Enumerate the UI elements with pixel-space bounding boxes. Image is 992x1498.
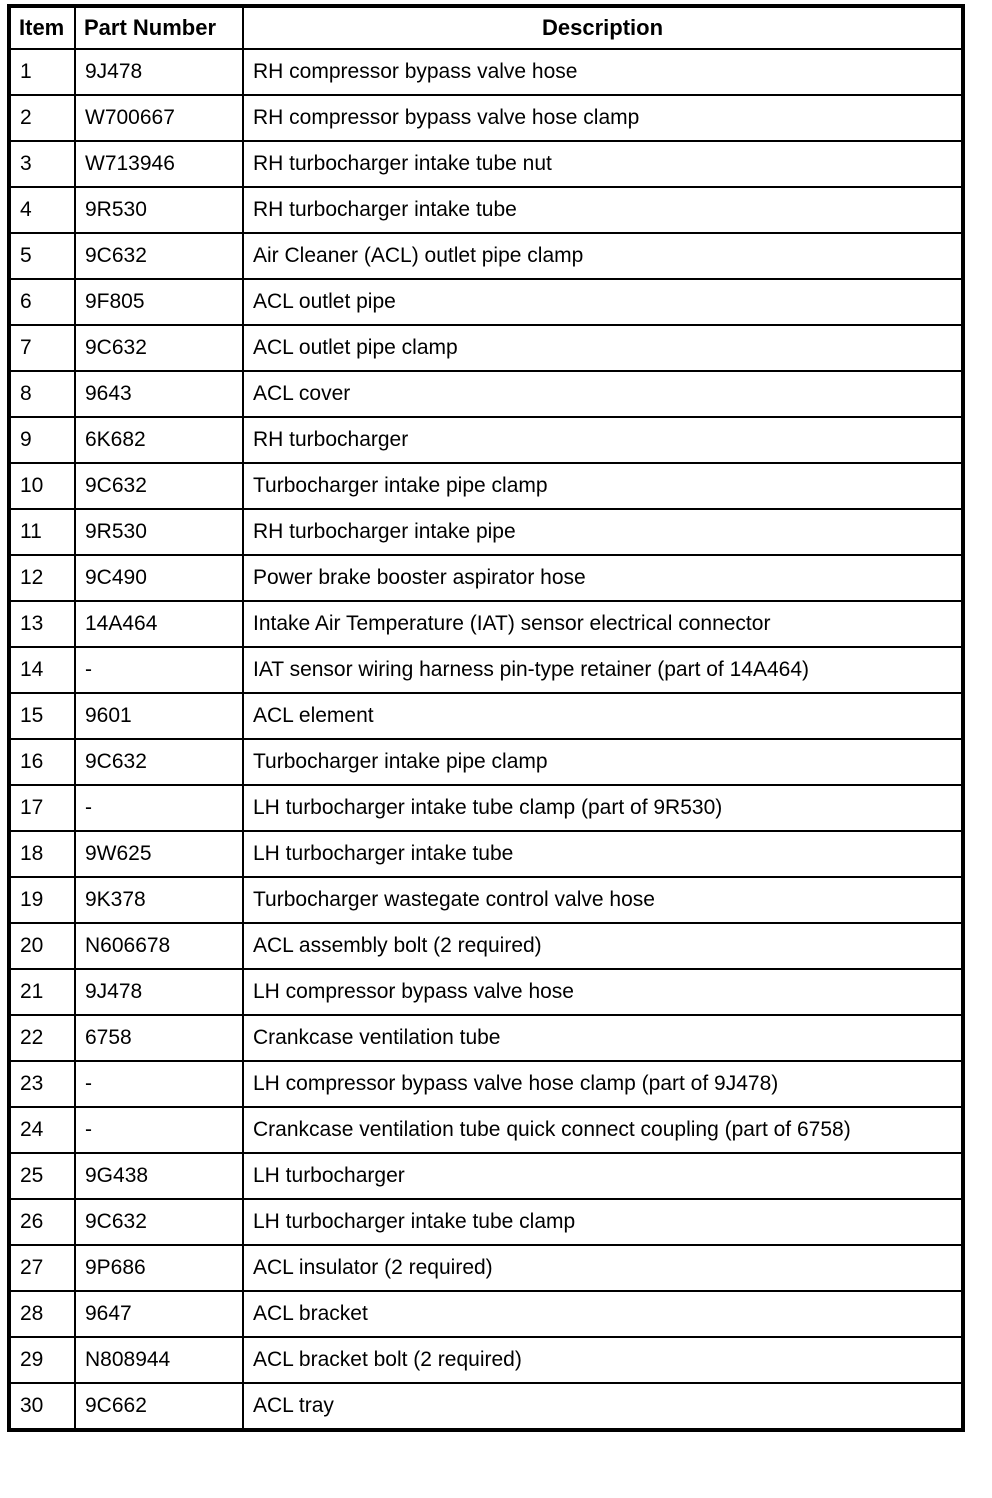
description-cell: RH turbocharger	[243, 417, 963, 463]
part-number-cell: 9R530	[75, 509, 243, 555]
description-cell: LH compressor bypass valve hose	[243, 969, 963, 1015]
description-cell: RH turbocharger intake pipe	[243, 509, 963, 555]
table-row	[9, 141, 963, 187]
table-row	[9, 279, 963, 325]
table-row	[9, 831, 963, 877]
table-row	[9, 693, 963, 739]
description-cell: ACL assembly bolt (2 required)	[243, 923, 963, 969]
part-number-cell: 9C662	[75, 1383, 243, 1430]
description-cell: LH turbocharger intake tube clamp	[243, 1199, 963, 1245]
item-cell: 30	[9, 1383, 75, 1430]
table-row	[9, 509, 963, 555]
table-row	[9, 1291, 963, 1337]
table-row	[9, 463, 963, 509]
table-row	[9, 1383, 963, 1430]
table-row	[9, 417, 963, 463]
part-number-cell: -	[75, 1061, 243, 1107]
table-row	[9, 49, 963, 95]
item-cell: 21	[9, 969, 75, 1015]
item-cell: 15	[9, 693, 75, 739]
parts-table-container	[7, 4, 965, 1432]
item-cell: 6	[9, 279, 75, 325]
item-cell: 19	[9, 877, 75, 923]
table-row	[9, 1153, 963, 1199]
item-cell: 1	[9, 49, 75, 95]
table-row	[9, 555, 963, 601]
description-cell: RH turbocharger intake tube nut	[243, 141, 963, 187]
part-number-cell: 9C632	[75, 325, 243, 371]
table-row	[9, 371, 963, 417]
table-row	[9, 601, 963, 647]
description-cell: Crankcase ventilation tube quick connect coupling (part of 6758)	[243, 1107, 963, 1153]
table-row	[9, 739, 963, 785]
part-number-cell: 9647	[75, 1291, 243, 1337]
item-cell: 16	[9, 739, 75, 785]
part-number-cell: W700667	[75, 95, 243, 141]
description-cell: LH turbocharger intake tube	[243, 831, 963, 877]
description-cell: Air Cleaner (ACL) outlet pipe clamp	[243, 233, 963, 279]
part-number-cell: 9C632	[75, 1199, 243, 1245]
table-row	[9, 325, 963, 371]
item-cell: 12	[9, 555, 75, 601]
part-number-cell: 9601	[75, 693, 243, 739]
table-row	[9, 95, 963, 141]
description-cell: Turbocharger intake pipe clamp	[243, 739, 963, 785]
part-number-cell: 9J478	[75, 49, 243, 95]
table-row	[9, 969, 963, 1015]
item-cell: 24	[9, 1107, 75, 1153]
description-cell: ACL cover	[243, 371, 963, 417]
table-row	[9, 877, 963, 923]
description-cell: LH compressor bypass valve hose clamp (part of 9J478)	[243, 1061, 963, 1107]
item-cell: 10	[9, 463, 75, 509]
description-cell: ACL outlet pipe	[243, 279, 963, 325]
part-number-cell: 9P686	[75, 1245, 243, 1291]
item-cell: 22	[9, 1015, 75, 1061]
column-header-item: Item	[9, 6, 75, 49]
description-cell: Intake Air Temperature (IAT) sensor electrical connector	[243, 601, 963, 647]
description-cell: ACL bracket	[243, 1291, 963, 1337]
item-cell: 20	[9, 923, 75, 969]
item-cell: 8	[9, 371, 75, 417]
part-number-cell: 9C632	[75, 463, 243, 509]
description-cell: ACL insulator (2 required)	[243, 1245, 963, 1291]
part-number-cell: 9C632	[75, 233, 243, 279]
description-cell: LH turbocharger intake tube clamp (part of 9R530)	[243, 785, 963, 831]
part-number-cell: W713946	[75, 141, 243, 187]
item-cell: 17	[9, 785, 75, 831]
item-cell: 5	[9, 233, 75, 279]
description-cell: IAT sensor wiring harness pin-type retainer (part of 14A464)	[243, 647, 963, 693]
part-number-cell: 9J478	[75, 969, 243, 1015]
part-number-cell: 6758	[75, 1015, 243, 1061]
table-row	[9, 1337, 963, 1383]
part-number-cell: 9C490	[75, 555, 243, 601]
part-number-cell: -	[75, 785, 243, 831]
item-cell: 14	[9, 647, 75, 693]
description-cell: Turbocharger wastegate control valve hose	[243, 877, 963, 923]
parts-table	[7, 4, 965, 1432]
column-header-description: Description	[243, 6, 963, 49]
table-row	[9, 923, 963, 969]
item-cell: 4	[9, 187, 75, 233]
description-cell: ACL element	[243, 693, 963, 739]
description-cell: RH compressor bypass valve hose	[243, 49, 963, 95]
item-cell: 28	[9, 1291, 75, 1337]
description-cell: RH turbocharger intake tube	[243, 187, 963, 233]
column-header-part-number: Part Number	[75, 6, 243, 49]
table-row	[9, 1107, 963, 1153]
part-number-cell: 14A464	[75, 601, 243, 647]
table-row	[9, 1245, 963, 1291]
description-cell: ACL bracket bolt (2 required)	[243, 1337, 963, 1383]
table-row	[9, 1015, 963, 1061]
part-number-cell: 9G438	[75, 1153, 243, 1199]
part-number-cell: 9C632	[75, 739, 243, 785]
table-row	[9, 1199, 963, 1245]
item-cell: 29	[9, 1337, 75, 1383]
table-row	[9, 647, 963, 693]
part-number-cell: N606678	[75, 923, 243, 969]
description-cell: RH compressor bypass valve hose clamp	[243, 95, 963, 141]
description-cell: Turbocharger intake pipe clamp	[243, 463, 963, 509]
header-row	[9, 6, 963, 49]
description-cell: Crankcase ventilation tube	[243, 1015, 963, 1061]
item-cell: 9	[9, 417, 75, 463]
item-cell: 11	[9, 509, 75, 555]
part-number-cell: 9F805	[75, 279, 243, 325]
table-row	[9, 233, 963, 279]
part-number-cell: N808944	[75, 1337, 243, 1383]
item-cell: 7	[9, 325, 75, 371]
description-cell: ACL tray	[243, 1383, 963, 1430]
description-cell: ACL outlet pipe clamp	[243, 325, 963, 371]
description-cell: LH turbocharger	[243, 1153, 963, 1199]
item-cell: 13	[9, 601, 75, 647]
part-number-cell: 9K378	[75, 877, 243, 923]
table-row	[9, 1061, 963, 1107]
part-number-cell: 9643	[75, 371, 243, 417]
item-cell: 23	[9, 1061, 75, 1107]
part-number-cell: 9W625	[75, 831, 243, 877]
item-cell: 25	[9, 1153, 75, 1199]
part-number-cell: 6K682	[75, 417, 243, 463]
table-row	[9, 187, 963, 233]
part-number-cell: -	[75, 1107, 243, 1153]
item-cell: 27	[9, 1245, 75, 1291]
item-cell: 3	[9, 141, 75, 187]
part-number-cell: -	[75, 647, 243, 693]
item-cell: 26	[9, 1199, 75, 1245]
table-body	[9, 49, 963, 1430]
part-number-cell: 9R530	[75, 187, 243, 233]
description-cell: Power brake booster aspirator hose	[243, 555, 963, 601]
table-row	[9, 785, 963, 831]
item-cell: 2	[9, 95, 75, 141]
item-cell: 18	[9, 831, 75, 877]
